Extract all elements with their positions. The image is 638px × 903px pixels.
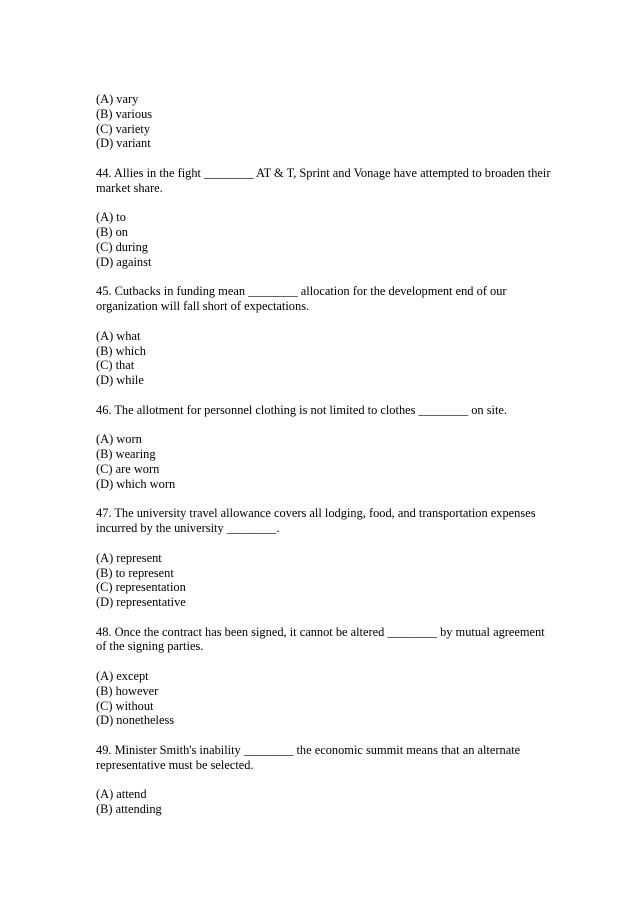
option: (D) nonetheless (96, 713, 175, 728)
option: (D) variant (96, 136, 151, 151)
question-text: 45. Cutbacks in funding mean ________ allocation for the development end of our organization will fall short of expectations. (96, 284, 507, 314)
option: (A) to (96, 210, 126, 225)
question-text: 48. Once the contract has been signed, it cannot be altered ________ by mutual agreement of the signing parties. (96, 624, 545, 654)
option: (A) represent (96, 550, 162, 565)
option: (A) worn (96, 432, 142, 447)
option: (A) except (96, 669, 149, 684)
option: (B) however (96, 683, 159, 698)
option: (C) representation (96, 580, 186, 595)
question-46 (96, 403, 556, 492)
option: (C) variety (96, 121, 151, 136)
option: (B) to represent (96, 565, 174, 580)
lead-options (96, 92, 556, 151)
option: (A) vary (96, 92, 139, 106)
option: (A) attend (96, 787, 147, 802)
option: (B) which (96, 343, 146, 358)
question-45 (96, 284, 556, 388)
question-text: 47. The university travel allowance covers all lodging, food, and transportation expenses incurred by the university ________. (96, 506, 536, 536)
option: (D) which worn (96, 476, 176, 491)
question-49 (96, 743, 556, 817)
option: (B) on (96, 225, 129, 240)
option: (C) that (96, 358, 135, 373)
option: (B) attending (96, 802, 162, 817)
option: (B) wearing (96, 447, 156, 462)
option: (A) what (96, 328, 141, 343)
question-text: 49. Minister Smith's inability ________ the economic summit means that an alternate representative must be selected. (96, 743, 521, 772)
question-44 (96, 166, 556, 270)
option: (C) during (96, 239, 148, 254)
option: (D) while (96, 373, 144, 388)
question-list (96, 92, 556, 817)
option: (C) without (96, 698, 154, 713)
option: (C) are worn (96, 461, 160, 476)
option: (D) against (96, 254, 152, 269)
question-text: 46. The allotment for personnel clothing is not limited to clothes ________ on site. (96, 402, 508, 417)
question-text: 44. Allies in the fight ________ AT & T, Sprint and Vonage have attempted to broaden their market share. (96, 165, 551, 195)
option: (B) various (96, 106, 153, 121)
question-47 (96, 506, 556, 610)
question-48 (96, 625, 556, 729)
option: (D) representative (96, 595, 186, 610)
